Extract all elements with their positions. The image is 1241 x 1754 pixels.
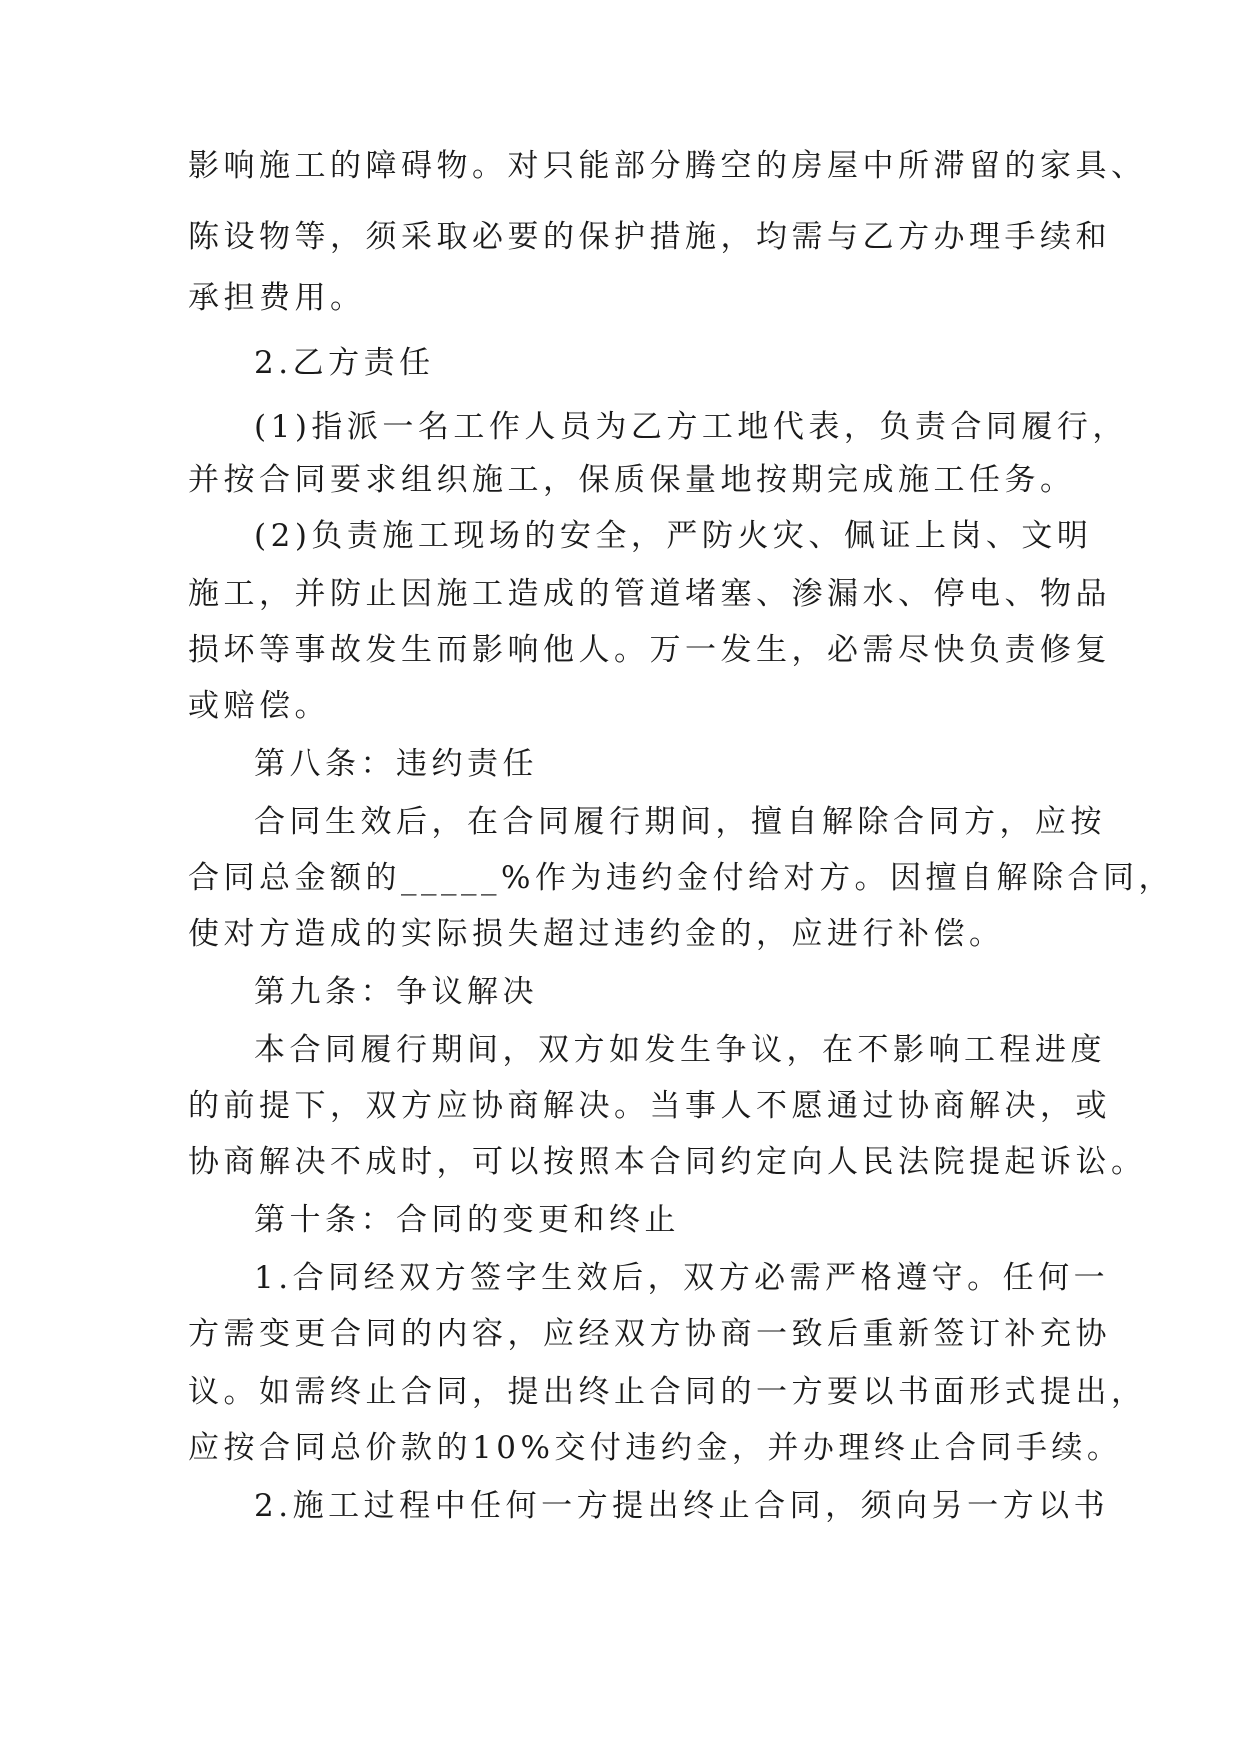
section-heading: 2.乙方责任 [254, 345, 435, 381]
text-line: 本合同履行期间，双方如发生争议，在不影响工程进度 [254, 1032, 1106, 1068]
text-line: 应按合同总价款的10%交付违约金，并办理终止合同手续。 [188, 1430, 1123, 1466]
text-line: 2.施工过程中任何一方提出终止合同，须向另一方以书 [254, 1488, 1110, 1524]
text-line: 合同总金额的_____%作为违约金付给对方。因擅自解除合同， [188, 860, 1174, 896]
text-line: (1)指派一名工作人员为乙方工地代表，负责合同履行， [254, 409, 1128, 445]
text-line: 使对方造成的实际损失超过违约金的，应进行补偿。 [188, 916, 1005, 952]
text-line: 议。如需终止合同，提出终止合同的一方要以书面形式提出， [188, 1374, 1147, 1410]
text-line: (2)负责施工现场的安全，严防火灾、佩证上岗、文明 [254, 518, 1093, 554]
text-line: 承担费用。 [188, 280, 366, 316]
article-heading: 第九条：争议解决 [254, 974, 538, 1010]
article-heading: 第八条：违约责任 [254, 746, 538, 782]
text-line: 1.合同经双方签字生效后，双方必需严格遵守。任何一 [254, 1260, 1110, 1296]
text-line: 的前提下，双方应协商解决。当事人不愿通过协商解决，或 [188, 1088, 1111, 1124]
text-line: 施工，并防止因施工造成的管道堵塞、渗漏水、停电、物品 [188, 576, 1111, 612]
text-line: 影响施工的障碍物。对只能部分腾空的房屋中所滞留的家具、 [188, 148, 1147, 184]
text-line: 陈设物等，须采取必要的保护措施，均需与乙方办理手续和 [188, 219, 1111, 255]
text-line: 或赔偿。 [188, 688, 330, 724]
text-line: 合同生效后，在合同履行期间，擅自解除合同方，应按 [254, 804, 1106, 840]
text-line: 方需变更合同的内容，应经双方协商一致后重新签订补充协 [188, 1316, 1111, 1352]
text-line: 损坏等事故发生而影响他人。万一发生，必需尽快负责修复 [188, 632, 1111, 668]
text-line: 协商解决不成时，可以按照本合同约定向人民法院提起诉讼。 [188, 1144, 1147, 1180]
text-line: 并按合同要求组织施工，保质保量地按期完成施工任务。 [188, 462, 1076, 498]
article-heading: 第十条：合同的变更和终止 [254, 1202, 680, 1238]
